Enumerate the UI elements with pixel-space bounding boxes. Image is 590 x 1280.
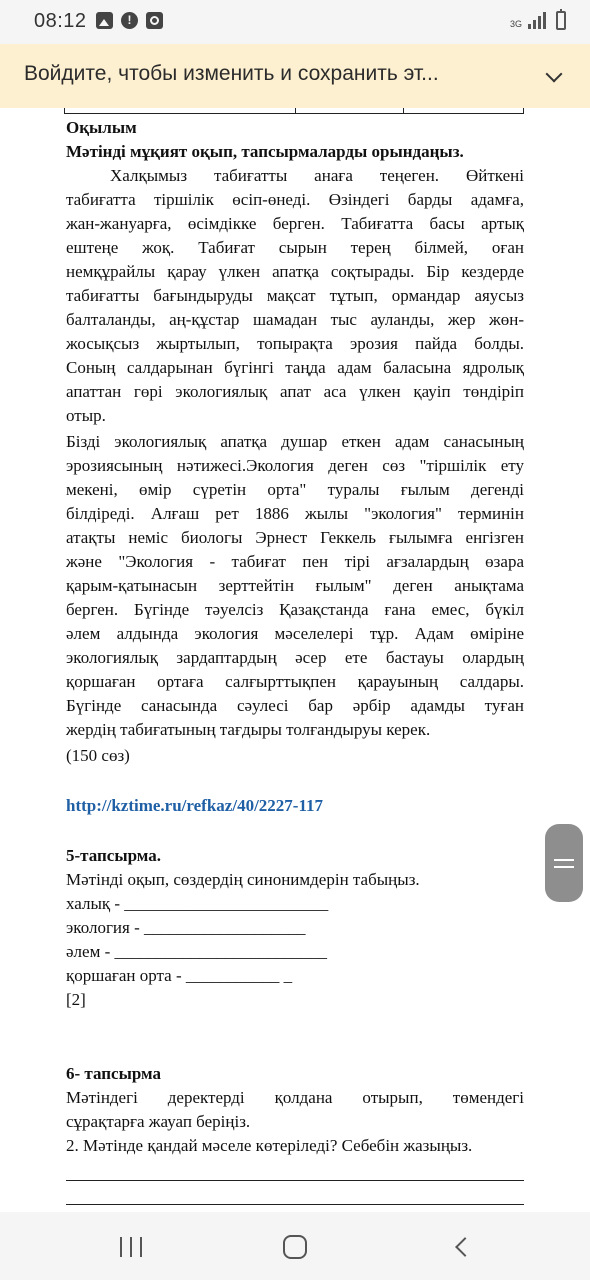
task5-instruction: Мәтінді оқып, сөздердің синонимдерін табыңыз.	[66, 870, 420, 889]
document-viewer[interactable]	[0, 108, 590, 1212]
text-line: балталанды, аң-құстар шамадан тыс ауланды, жер жөн-	[66, 310, 524, 329]
task6-instruction: сұрақтарға жауап беріңіз.	[66, 1112, 251, 1131]
grip-line	[554, 866, 574, 868]
text-line: табиғатты бағындыруды мақсат тұтып, ормандар аяусыз	[66, 286, 524, 305]
status-time: 08:12	[34, 10, 87, 32]
text-line: жан-жануарға, өсімдікке берген. Табиғатта басы артық	[66, 214, 524, 233]
text-line: берген. Бүгінде тәуелсіз Қазақстанда ғана емес, бүкіл	[66, 600, 524, 619]
text-line: жосықсыз жыртылып, топырақта эрозия пайда болды.	[66, 334, 524, 353]
banner-text: Войдите, чтобы изменить и сохранить эт...	[24, 62, 439, 85]
task6-instruction: Мәтіндегі деректерді қолдана отырып, төмендегі	[66, 1088, 524, 1107]
word-count: (150 сөз)	[66, 746, 130, 765]
status-bar	[0, 0, 590, 44]
text-line: экологиялық зардаптардың әсер ете бастауы олардың	[66, 648, 524, 667]
task5-marks: [2]	[66, 990, 86, 1009]
text-line: әлем алдында экология мәселелері тұр. Адам өміріне	[66, 624, 524, 643]
task6-title: 6- тапсырма	[66, 1064, 162, 1083]
task5-title: 5-тапсырма.	[66, 846, 162, 865]
section-heading: Оқылым	[66, 118, 137, 137]
source-link[interactable]: http://kztime.ru/refkaz/40/2227-117	[66, 796, 324, 815]
scroll-handle[interactable]	[545, 824, 583, 902]
text-line: білдіреді. Алғаш рет 1886 жылы "экология" терминін	[66, 504, 524, 523]
synonym-item: экология - ___________________	[66, 918, 306, 937]
text-line: отыр.	[66, 406, 106, 425]
task6-question: 2. Мәтінде қандай мәселе көтеріледі? Себебін жазыңыз.	[66, 1136, 473, 1155]
text-line: Халқымыз табиғатты анаға теңеген. Өйткені	[110, 166, 524, 185]
alert-icon: !	[121, 12, 138, 29]
navigation-bar	[0, 1212, 590, 1280]
signal-indicator	[510, 12, 546, 29]
synonym-item: әлем - _________________________	[66, 942, 327, 961]
answer-line	[66, 1204, 524, 1205]
text-line: жердің табиғатының тағдыры толғандыруы керек.	[66, 720, 431, 739]
table-fragment	[64, 108, 524, 114]
text-line: Бізді экологиялық апатқа душар еткен адам санасының	[66, 432, 524, 451]
synonym-item: халық - ________________________	[66, 894, 329, 913]
text-line: Бүгінде санасында сәулесі бар әрбір адамды туған	[66, 696, 524, 715]
text-line: апаттан гөрі экологиялық апат аса үлкен қауіп төндіріп	[66, 382, 524, 401]
text-line: немқұрайлы қарау үлкен апатқа соқтырады. Бір кездерде	[66, 262, 524, 281]
text-line: мекені, өмір сүретін орта" туралы ғылым дегенді	[66, 480, 524, 499]
back-icon[interactable]	[455, 1237, 475, 1257]
text-line: Соның салдарынан бүгінгі таңда адам баласына ядролық	[66, 358, 524, 377]
text-line: атақты неміс биологы Эрнест Геккель ғылымға енгізген	[66, 528, 524, 547]
answer-line	[66, 1180, 524, 1181]
reading-instruction: Мәтінді мұқият оқып, тапсырмаларды орындаңыз.	[66, 142, 464, 161]
synonym-item: қоршаған орта - ___________ _	[66, 966, 293, 985]
grip-line	[554, 859, 574, 861]
text-line: және "Экология - табиғат пен тірі ағзалардың өзара	[66, 552, 524, 571]
text-line: ештеңе жоқ. Табиғат сырын терең білмей, оған	[66, 238, 524, 257]
text-line: эрозиясының нәтижесі.Экология деген сөз "тіршілік ету	[66, 456, 524, 475]
signal-icon	[528, 12, 546, 29]
text-line: қарым-қатынасын зерттейтін ғылым" деген анықтама	[66, 576, 524, 595]
messenger-icon	[146, 12, 163, 29]
home-icon[interactable]	[283, 1235, 307, 1259]
network-type-label: 3G	[509, 19, 522, 29]
battery-icon	[556, 11, 566, 30]
chevron-down-icon[interactable]	[546, 66, 563, 83]
sign-in-banner[interactable]	[0, 44, 590, 108]
text-line: қоршаған ортаға салғырттықпен қарауының салдары.	[66, 672, 524, 691]
notification-icons	[96, 12, 163, 29]
recent-apps-icon[interactable]	[120, 1237, 142, 1257]
gallery-icon	[96, 12, 113, 29]
text-line: табиғатта тіршілік өсіп-өнеді. Өзіндегі барды адамға,	[66, 190, 524, 209]
